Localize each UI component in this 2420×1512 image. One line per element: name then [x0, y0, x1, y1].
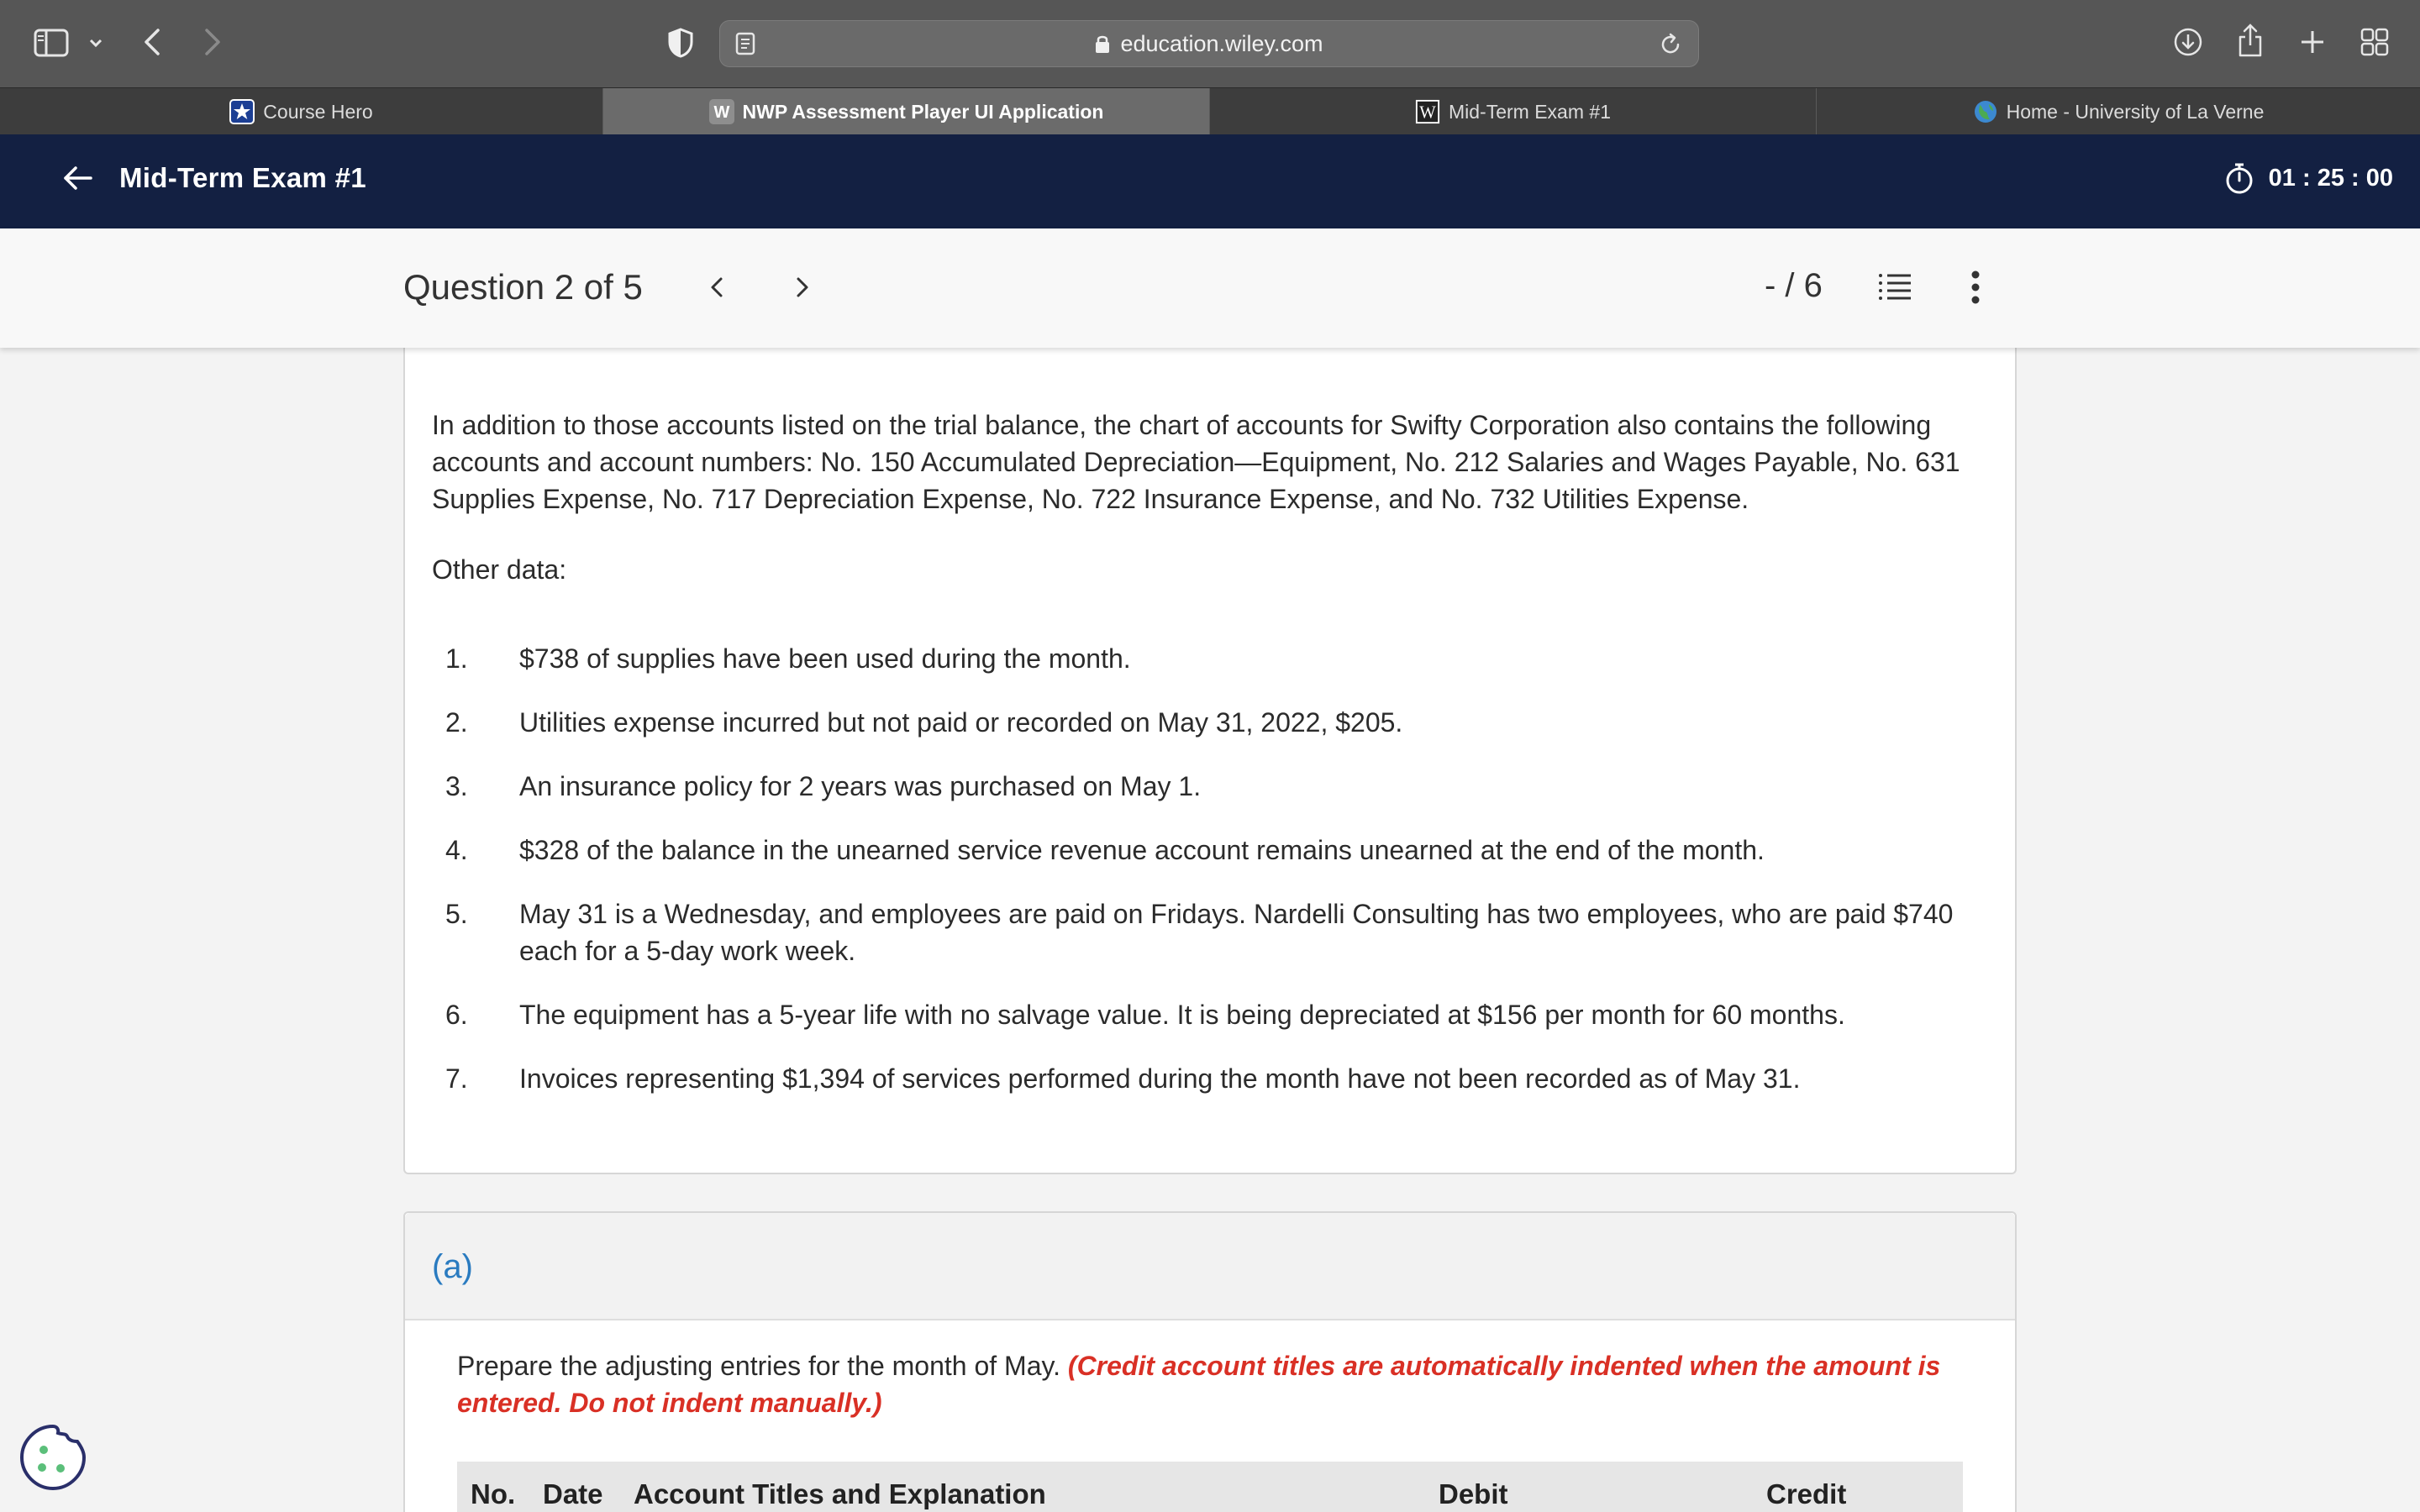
question-navigation-bar [0, 228, 2420, 348]
wiley-w-icon [709, 99, 734, 124]
item-number: 3. [445, 771, 468, 801]
item-text: Utilities expense incurred but not paid or recorded on May 31, 2022, $205. [519, 707, 1403, 738]
tab-midterm-exam[interactable] [1210, 88, 1817, 135]
question-card [403, 348, 2017, 1174]
next-question-button[interactable] [790, 272, 815, 302]
question-score: - / 6 [1765, 267, 1823, 304]
tab-overview-icon[interactable] [2358, 25, 2391, 59]
sidebar-toggle-icon[interactable] [32, 27, 71, 59]
item-number: 5. [445, 899, 468, 929]
tab-course-hero[interactable] [0, 88, 603, 135]
forward-nav-icon[interactable] [198, 25, 227, 59]
stopwatch-icon [2225, 162, 2254, 194]
item-number: 4. [445, 835, 468, 865]
exam-title: Mid-Term Exam #1 [119, 162, 366, 193]
item-text: Invoices representing $1,394 of services performed during the month have not been recorded as of May 31. [519, 1063, 1801, 1094]
reload-icon[interactable] [1656, 30, 1685, 59]
more-options-icon[interactable] [1970, 270, 1981, 304]
wiley-w-outline-icon [1415, 99, 1440, 124]
item-text: May 31 is a Wednesday, and employees are paid on Fridays. Nardelli Consulting has two employees, who are paid $740 each for a 5-day work week. [519, 899, 1954, 966]
arrow-left-icon[interactable] [62, 165, 92, 192]
item-number: 1. [445, 643, 468, 674]
question-counter: Question 2 of 5 [403, 267, 643, 307]
privacy-shield-icon[interactable] [666, 25, 696, 60]
tab-label: Home - University of La Verne [2006, 100, 2265, 123]
column-header-credit: Credit [1766, 1478, 1847, 1509]
column-header-date: Date [543, 1478, 603, 1509]
timer-value: 01 : 25 : 00 [2268, 164, 2393, 192]
item-number: 2. [445, 707, 468, 738]
tab-label: Mid-Term Exam #1 [1449, 100, 1611, 123]
globe-icon [1973, 99, 1998, 124]
item-text: $328 of the balance in the unearned service revenue account remains unearned at the end of the month. [519, 835, 1765, 865]
part-a-label: (a) [432, 1248, 473, 1285]
tab-label: Course Hero [263, 100, 373, 123]
star-badge-icon [229, 99, 255, 124]
lock-icon [1095, 34, 1110, 54]
downloads-icon[interactable] [2171, 25, 2205, 59]
url-text: education.wiley.com [1120, 30, 1323, 56]
new-tab-icon[interactable] [2296, 25, 2329, 59]
instruction-text: Prepare the adjusting entries for the month of May. [457, 1351, 1061, 1381]
tab-strip [0, 87, 2420, 134]
tab-label: NWP Assessment Player UI Application [742, 100, 1104, 123]
journal-table-header [457, 1462, 1963, 1512]
part-a-header [405, 1213, 2015, 1320]
chevron-down-icon[interactable] [86, 34, 106, 52]
share-icon[interactable] [2233, 20, 2267, 60]
exam-timer[interactable] [2225, 162, 2393, 194]
part-a-instruction [457, 1347, 1970, 1421]
other-data-label: Other data: [432, 554, 567, 585]
browser-toolbar [0, 0, 2420, 87]
exam-header [0, 134, 2420, 228]
question-intro: In addition to those accounts listed on the trial balance, the chart of accounts for Swifty Corporation also contains the following accounts and account numbers: No. 150 Accumulated Depreciation—Equipment, No. 212 Salaries and Wages Payable, No. 631 Supplies Expense, No. 717 Depreciation Expense, No. 722 Insurance Expense, and No. 732 Utilities Expense. [432, 410, 1960, 514]
item-number: 6. [445, 1000, 468, 1030]
column-header-debit: Debit [1439, 1478, 1508, 1509]
column-header-account-titles: Account Titles and Explanation [634, 1478, 1046, 1509]
address-bar[interactable] [719, 20, 1699, 67]
item-text: The equipment has a 5-year life with no salvage value. It is being depreciated at $156 per month for 60 months. [519, 1000, 1845, 1030]
back-nav-icon[interactable] [138, 25, 166, 59]
part-a-card [403, 1211, 2017, 1512]
svg-text:W: W [1419, 103, 1436, 123]
instruction-note: (Credit account titles are automatically indented when the amount is entered. Do not indent manually.) [457, 1351, 1941, 1418]
back-to-course[interactable] [62, 162, 366, 194]
item-number: 7. [445, 1063, 468, 1094]
previous-question-button[interactable] [704, 272, 729, 302]
svg-text:W: W [713, 103, 729, 122]
question-list-icon[interactable] [1877, 272, 1912, 302]
cookie-settings-icon[interactable] [18, 1423, 87, 1492]
column-header-no: No. [471, 1478, 516, 1509]
item-text: $738 of supplies have been used during the month. [519, 643, 1131, 674]
tab-nwp-assessment[interactable] [603, 88, 1210, 135]
item-text: An insurance policy for 2 years was purchased on May 1. [519, 771, 1202, 801]
tab-la-verne[interactable] [1817, 88, 2420, 135]
